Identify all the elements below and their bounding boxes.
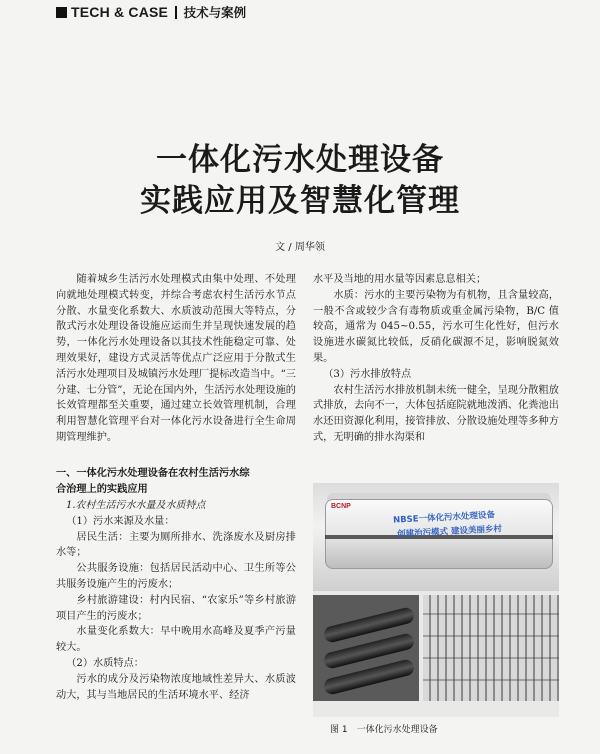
paragraph: 水量变化系数大：早中晚用水高峰及夏季产污量较大。 [56, 626, 296, 654]
header-divider [175, 6, 177, 19]
equipment-photo-pipes [313, 595, 419, 701]
title-line-2: 实践应用及智慧化管理 [140, 183, 460, 219]
list-item: （3）污水排放特点 [323, 368, 412, 380]
paragraph: 污水的成分及污染物浓度地域性差异大、水质波动大，其与当地居民的生活环境水平、经济 [56, 673, 296, 701]
list-item: （1）污水来源及水量： [66, 515, 175, 527]
article-title [0, 140, 600, 222]
figure-caption: 图 1 一体化污水处理设备 [330, 725, 438, 735]
right-column [313, 272, 559, 446]
tank-slogan: 创建治污模式 建设美丽乡村 [396, 524, 503, 540]
list-item: （2）水质特点： [66, 657, 144, 669]
left-column [56, 272, 296, 703]
equipment-photo-internal [423, 595, 559, 701]
section-marker-icon [56, 7, 67, 18]
author-byline: 文 / 周华领 [275, 242, 325, 253]
section-header [56, 4, 246, 20]
section-1-heading-line-1: 一、一体化污水处理设备在农村生活污水综 [56, 467, 250, 479]
paragraph: 居民生活：主要为厕所排水、洗涤废水及厨房排水等； [56, 531, 296, 559]
subsection-1-heading: 1.农村生活污水水量及水质特点 [66, 499, 206, 511]
paragraph: 公共服务设施：包括居民活动中心、卫生所等公共服务设施产生的污废水； [56, 563, 296, 590]
equipment-figure [313, 483, 559, 717]
equipment-photo-main [313, 483, 559, 591]
section-label-zh: 技术与案例 [183, 5, 247, 20]
paragraph: 水质：污水的主要污染物为有机物，且含量较高，一般不含或较少含有毒物质或重金属污染物，B/C 值较高，通常为 045~0.55，污水可生化性好，但污水设施进水碳氮比较低，反硝化碳源不足，影响脱氮效果。 [313, 289, 559, 364]
paragraph: 乡村旅游建设：村内民宿、“农家乐”等乡村旅游项目产生的污废水； [56, 594, 296, 622]
tank-label: NBSE一体化污水处理设备 [392, 510, 496, 526]
paragraph: 农村生活污水排放机制未统一健全，呈现分散粗放式排放，去向不一，大体包括庭院就地泼洒、化粪池出水还田资源化利用，接管排放、分散设施处理等多种方式，无明确的排水沟渠和 [313, 384, 559, 443]
section-1-heading-line-2: 合治理上的实践应用 [56, 483, 148, 495]
title-line-1: 一体化污水处理设备 [156, 142, 444, 178]
paragraph: 水平及当地的用水量等因素息息相关； [313, 274, 487, 285]
company-logo: BCNP [331, 503, 351, 510]
section-1-heading [56, 466, 296, 498]
section-label-en: TECH & CASE [71, 4, 169, 20]
intro-paragraph: 随着城乡生活污水处理模式由集中处理、不处理向就地处理模式转变，并综合考虑农村生活污水节点分散、水量变化系数大、水质波动范围大等特点，分散式污水处理设备设施应运而生并呈现快速发展的趋势，一体化污水处理设备以其技术性能稳定可靠、处理效果好，建设方式灵活等优点广泛应用于分散式生活污水处理项目及城镇污水处理厂提标改造当中。“三分建、七分管”，无论在国内外，生活污水处理设施的长效管理都至关重要，通过建立长效管理机制，合理利用智慧化管理平台对一体化污水设备进行全生命周期管理维护。 [56, 274, 296, 443]
